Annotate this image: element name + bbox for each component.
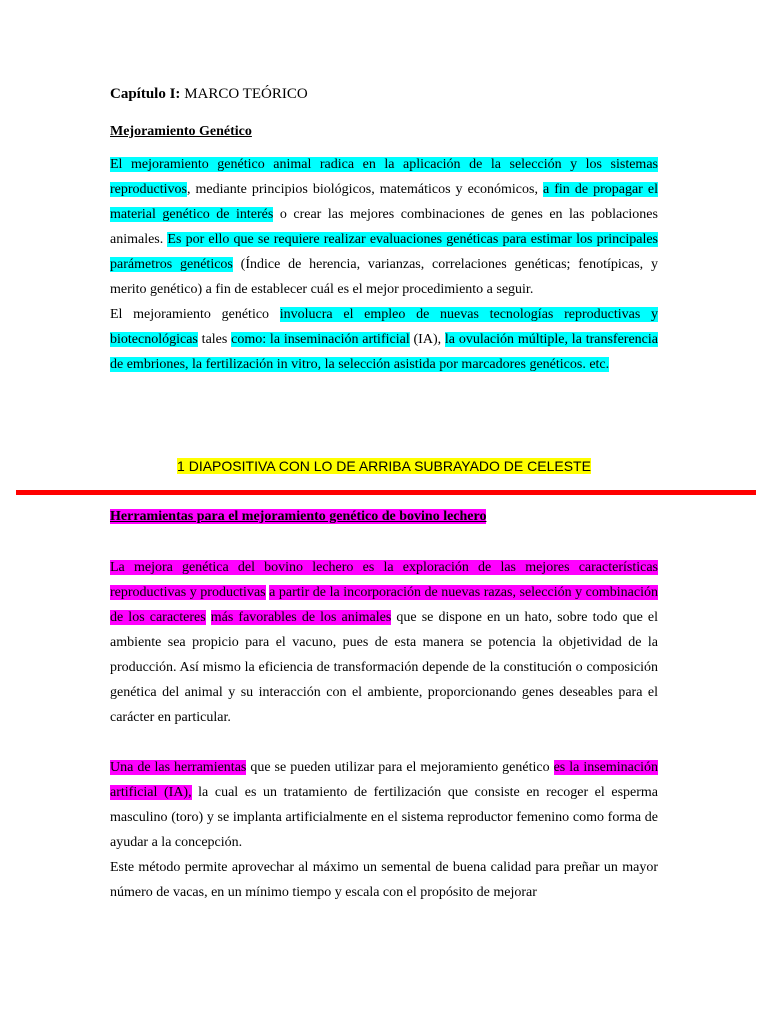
text-run: tales <box>197 332 232 347</box>
text-run: que se dispone en un hato, sobre todo que el ambiente sea propicio para el vacuno, pues de esta manera se potencia la objetividad de la producción. Así mismo la eficiencia de transformación depende de la constitución o composición genética del animal y su interacción con el ambiente, proporcionando genes deseables para el carácter en particular. <box>110 610 658 725</box>
slide-note <box>0 456 768 476</box>
highlighted-text: más favorables de los animales <box>210 610 392 625</box>
section1-title: Mejoramiento Genético <box>110 124 252 139</box>
highlighted-text: involucra el empleo de nuevas tecnologías reproductivas y biotecnológicas <box>110 307 658 347</box>
highlighted-text: la ovulación múltiple, la transferencia de embriones, la fertilización in vitro, la selección asistida por marcadores genéticos. etc. <box>110 332 658 372</box>
highlighted-text: a fin de propagar el material genético de interés <box>110 182 658 222</box>
text-run: que se pueden utilizar para el mejoramiento genético <box>246 760 554 775</box>
section2-title-text: Herramientas para el mejoramiento genético de bovino lechero <box>110 509 487 524</box>
highlighted-text: El mejoramiento genético animal radica en la aplicación de la selección y los sistemas reproductivos <box>110 157 658 197</box>
text-run: o crear las mejores combinaciones de genes en las poblaciones animales. <box>110 207 658 247</box>
section2-paragraph-1 <box>110 555 658 730</box>
text-run: (IA), <box>409 332 445 347</box>
section2-body <box>110 555 658 905</box>
chapter-title: MARCO TEÓRICO <box>184 86 308 102</box>
highlighted-text: es la inseminación artificial (IA), <box>110 760 658 800</box>
section2-paragraph-3 <box>110 855 658 905</box>
chapter-label: Capítulo I: <box>110 86 181 102</box>
section2-paragraph-2 <box>110 755 658 855</box>
text-run: El mejoramiento genético <box>110 307 280 322</box>
section1-paragraph-2 <box>110 302 658 377</box>
text-run: Este método permite aprovechar al máximo un semental de buena calidad para preñar un mayor número de vacas, en un mínimo tiempo y escala con el propósito de mejorar <box>110 860 658 900</box>
section1-body <box>110 152 658 377</box>
highlighted-text: La mejora genética del bovino lechero es la exploración de las mejores características reproductivas y productivas <box>110 560 658 600</box>
highlighted-text: como: la inseminación artificial <box>231 332 410 347</box>
slide-note-text: 1 DIAPOSITIVA CON LO DE ARRIBA SUBRAYADO DE CELESTE <box>177 458 591 474</box>
highlighted-text: Es por ello que se requiere realizar evaluaciones genéticas para estimar los principales parámetros genéticos <box>110 232 659 272</box>
text-run: la cual es un tratamiento de fertilización que consiste en recoger el esperma masculino (toro) y se implanta artificialmente en el sistema reproductor femenino como forma de ayudar a la concepción. <box>110 785 658 850</box>
highlighted-text: Una de las herramientas <box>110 760 247 775</box>
highlighted-text: a partir de la incorporación de nuevas razas, selección y combinación de los caracteres <box>110 585 658 625</box>
section2-title <box>110 507 486 527</box>
red-divider <box>16 490 756 495</box>
text-run: , mediante principios biológicos, matemáticos y económicos, <box>186 182 543 197</box>
text-run: (Índice de herencia, varianzas, correlaciones genéticas; fenotípicas, y merito genético) a fin de establecer cuál es el mejor procedimiento a seguir. <box>110 257 658 297</box>
section1-paragraph-1 <box>110 152 658 302</box>
chapter-heading <box>110 84 308 104</box>
